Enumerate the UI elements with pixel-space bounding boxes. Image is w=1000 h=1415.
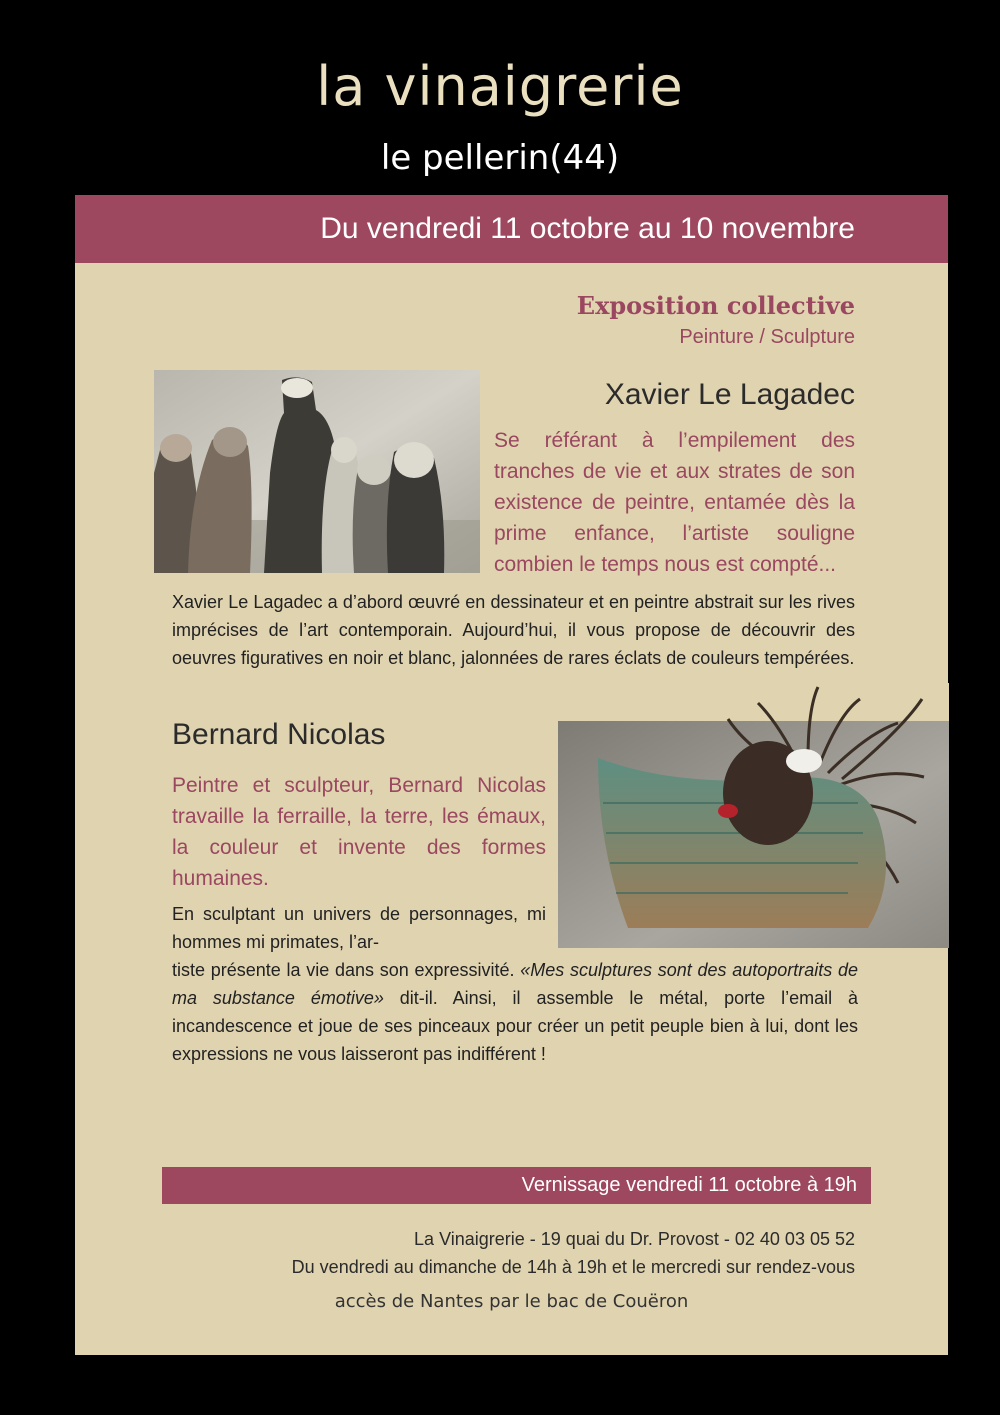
- artist2-name: Bernard Nicolas: [172, 718, 386, 751]
- painting-image: [154, 370, 480, 573]
- artist2-body-text-end: dit-il. Ainsi, il assemble le métal, porte l’email à incandescence et joue de ses pinceaux pour créer un petit peuple bien à lui, dont les expressions ne vous laisseront pas indifférent !: [172, 988, 858, 1064]
- exhibition-subtitle: Peinture / Sculpture: [679, 326, 855, 348]
- address-line: La Vinaigrerie - 19 quai du Dr. Provost - 02 40 03 05 52: [414, 1229, 855, 1249]
- artist1-name: Xavier Le Lagadec: [604, 378, 855, 411]
- sculpture-image: [558, 683, 949, 948]
- artist2-intro: Peintre et sculpteur, Bernard Nicolas travaille la ferraille, la terre, les émaux, la couleur et invente des formes humaines.: [172, 774, 546, 890]
- artist2-body-part2: [172, 956, 858, 1068]
- artist2-body-part1: En sculptant un univers de personnages, mi hommes mi primates, l’ar-: [172, 904, 546, 952]
- dates-banner: [75, 195, 948, 263]
- artist1-body: Xavier Le Lagadec a d’abord œuvré en dessinateur et en peintre abstrait sur les rives imprécises de l’art contemporain. Aujourd’hui, il vous propose de découvrir des oeuvres figuratives en noir et blanc, jalonnées de rares éclats de couleurs tempérées.: [172, 592, 855, 668]
- artist2-body-text: tiste présente la vie dans son expressivité.: [172, 960, 521, 980]
- exhibition-title: Exposition collective: [576, 291, 855, 320]
- artist1-intro: Se référant à l’empilement des tranches de vie et aux strates de son existence de peintre, entamée dès la prime enfance, l’artiste souligne combien le temps nous est compté...: [494, 429, 855, 576]
- venue-info: [292, 1225, 855, 1281]
- access-info: accès de Nantes par le bac de Couëron: [334, 1291, 689, 1312]
- venue-title: la vinaigrerie: [316, 55, 684, 118]
- opening-hours: Du vendredi au dimanche de 14h à 19h et le mercredi sur rendez-vous: [291, 1257, 855, 1277]
- venue-location: le pellerin(44): [380, 138, 620, 178]
- vernissage-text: Vernissage vendredi 11 octobre à 19h: [521, 1174, 857, 1196]
- dates-text: Du vendredi 11 octobre au 10 novembre: [320, 212, 855, 245]
- vernissage-banner: [162, 1167, 871, 1204]
- poster-panel: [75, 195, 948, 1355]
- artist2-quote: «Mes sculptures sont des autoportraits de ma substance émotive»: [172, 960, 858, 1008]
